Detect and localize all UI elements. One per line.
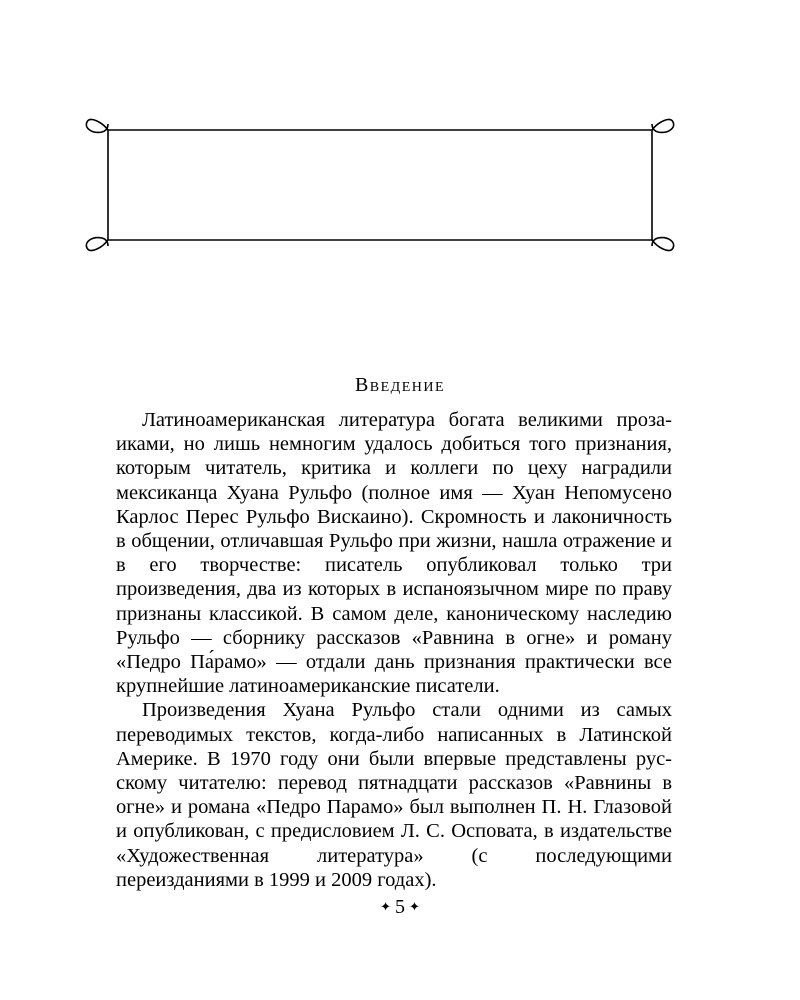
paragraph: Латиноамериканская литература богата великими прозаиками, но лишь немногим удалось добиться того признания, которым читатель, критика и коллеги по цеху наградили мексиканца Хуана Рульфо (полное имя — Хуан Непомусено Карлос Перес Рульфо Вискаино). Скромность и лаконичность в общении, отличавшая Рульфо при жизни, нашла отражение и в его творчестве: писатель опубликовал только три произведения, два из которых в испаноязычном мире по праву признаны классикой. В самом деле, каноническому наследию Рульфо — сборнику рассказов «Равнина в огне» и роману «Педро Па́рамо» — отдали дань признания практически все крупнейшие латиноамериканские писатели. [116,409,672,698]
frame-corner-curl-top-right [652,120,674,133]
right-ornament-icon: ✦ [409,899,420,914]
decorative-title-frame [80,108,680,258]
paragraph: Произведения Хуана Рульфо стали одними из самых переводимых текстов, когда-либо написанных в Латинской Америке. В 1970 году они были впервые представлены русскому читателю: перевод пятнадцати рассказов «Равнины в огне» и романа «Педро Парамо» был выполнен П. Н. Глазовой и опубликован, с предисловием Л. С. Осповата, в издательстве «Художественная литература» (с последующими переизданиями в 1999 и 2009 годах). [116,699,672,891]
left-ornament-icon: ✦ [380,899,391,914]
page-number: 5 [395,896,405,918]
frame-corner-curl-top-left [86,120,108,133]
frame-corner-curl-bottom-right [652,238,674,251]
page-footer [0,896,800,919]
frame-corner-curl-bottom-left [86,238,108,251]
chapter-title: Введение [354,374,446,396]
body-text [116,408,672,892]
